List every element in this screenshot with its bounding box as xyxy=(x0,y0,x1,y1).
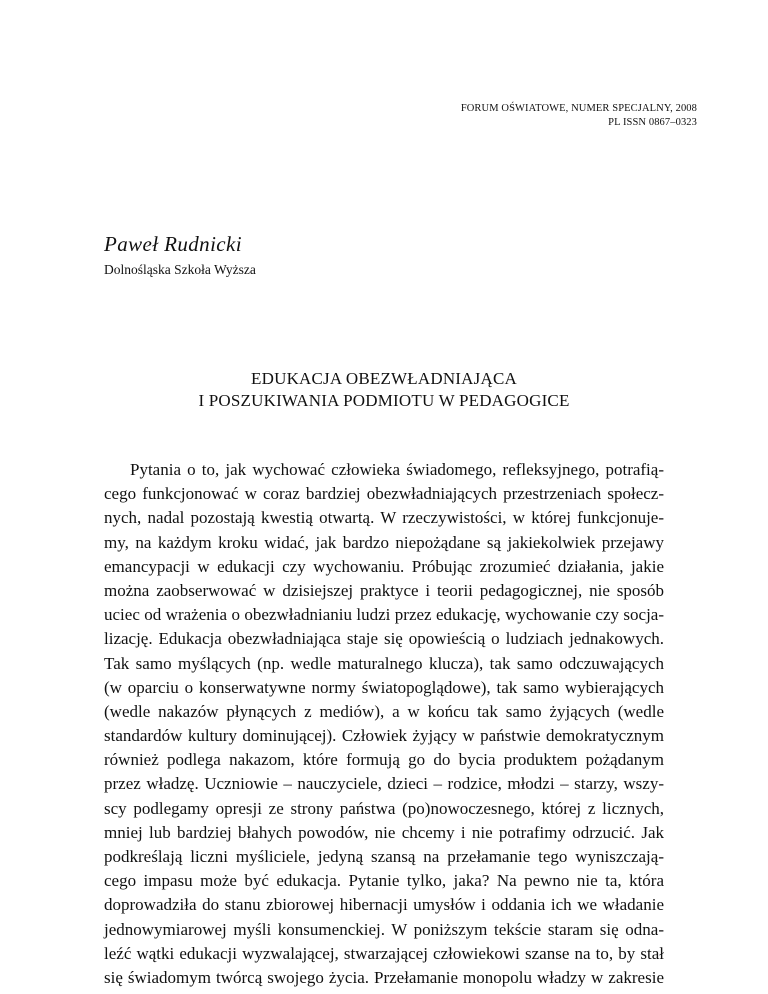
body-line: mniej lub bardziej błahych powodów, nie chcemy i nie potrafimy odrzucić. Jak xyxy=(104,822,664,842)
body-line: przez władzę. Uczniowie – nauczyciele, dzieci – rodzice, młodzi – starzy, wszy- xyxy=(104,774,664,794)
body-line: leźć wątki edukacji wyzwalającej, stwarzającej człowiekowi szanse na to, by stał xyxy=(104,943,664,963)
issn-line: PL ISSN 0867–0323 xyxy=(608,117,697,128)
journal-line: FORUM OŚWIATOWE, NUMER SPECJALNY, 2008 xyxy=(460,103,697,114)
body-line: Pytania o to, jak wychować człowieka świadomego, refleksyjnego, potrafią- xyxy=(130,460,664,479)
article-title xyxy=(0,368,768,412)
body-line: Tak samo myślących (np. wedle maturalnego klucza), tak samo odczuwających xyxy=(104,653,664,673)
body-line: (wedle nakazów płynących z mediów), a w końcu tak samo żyjących (wedle xyxy=(104,701,664,721)
article-body xyxy=(104,458,664,990)
author-affiliation: Dolnośląska Szkoła Wyższa xyxy=(104,262,256,277)
body-line: my, na każdym kroku widać, jak bardzo niepożądane są jakiekolwiek przejawy xyxy=(104,532,664,552)
author-name: Paweł Rudnicki xyxy=(104,232,242,256)
body-line: doprowadziła do stanu zbiorowej hibernacji umysłów i oddania ich we władanie xyxy=(104,895,664,915)
body-line: lizację. Edukacja obezwładniająca staje się opowieścią o ludziach jednakowych. xyxy=(104,629,664,649)
body-line: uciec od wrażenia o obezwładnianiu ludzi przez edukację, wychowanie czy socja- xyxy=(104,605,664,625)
body-line: nych, nadal pozostają kwestią otwartą. W rzeczywistości, w której funkcjonuje- xyxy=(104,508,664,528)
body-line: scy podlegamy opresji ze strony państwa (po)nowoczesnego, której z licznych, xyxy=(104,798,664,818)
body-line: (w oparciu o konserwatywne normy światopoglądowe), tak samo wybierających xyxy=(104,677,664,697)
body-line: emancypacji w edukacji czy wychowaniu. Próbując zrozumieć działania, jakie xyxy=(104,556,664,576)
title-line-2: I POSZUKIWANIA PODMIOTU W PEDAGOGICE xyxy=(198,391,570,410)
body-line: podkreślają liczni myśliciele, jedyną szansą na przełamanie tego wyniszczają- xyxy=(104,847,664,866)
body-line: również podlega nakazom, które formują go do bycia produktem pożądanym xyxy=(104,750,664,770)
body-line: się świadomym twórcą swojego życia. Przełamanie monopolu władzy w zakresie xyxy=(104,967,664,987)
body-line: cego impasu może być edukacja. Pytanie tylko, jaka? Na pewno nie ta, która xyxy=(104,871,664,891)
journal-header xyxy=(461,102,697,130)
body-line: standardów kultury dominującej). Człowiek żyjący w państwie demokratycznym xyxy=(104,726,664,746)
body-line: można zaobserwować w dzisiejszej praktyce i teorii pedagogicznej, nie sposób xyxy=(104,580,664,600)
title-line-1: EDUKACJA OBEZWŁADNIAJĄCA xyxy=(251,369,517,388)
body-line: jednowymiarowej myśli konsumenckiej. W poniższym tekście staram się odna- xyxy=(104,919,664,939)
body-line: cego funkcjonować w coraz bardziej obezwładniających przestrzeniach społecz- xyxy=(104,484,664,504)
